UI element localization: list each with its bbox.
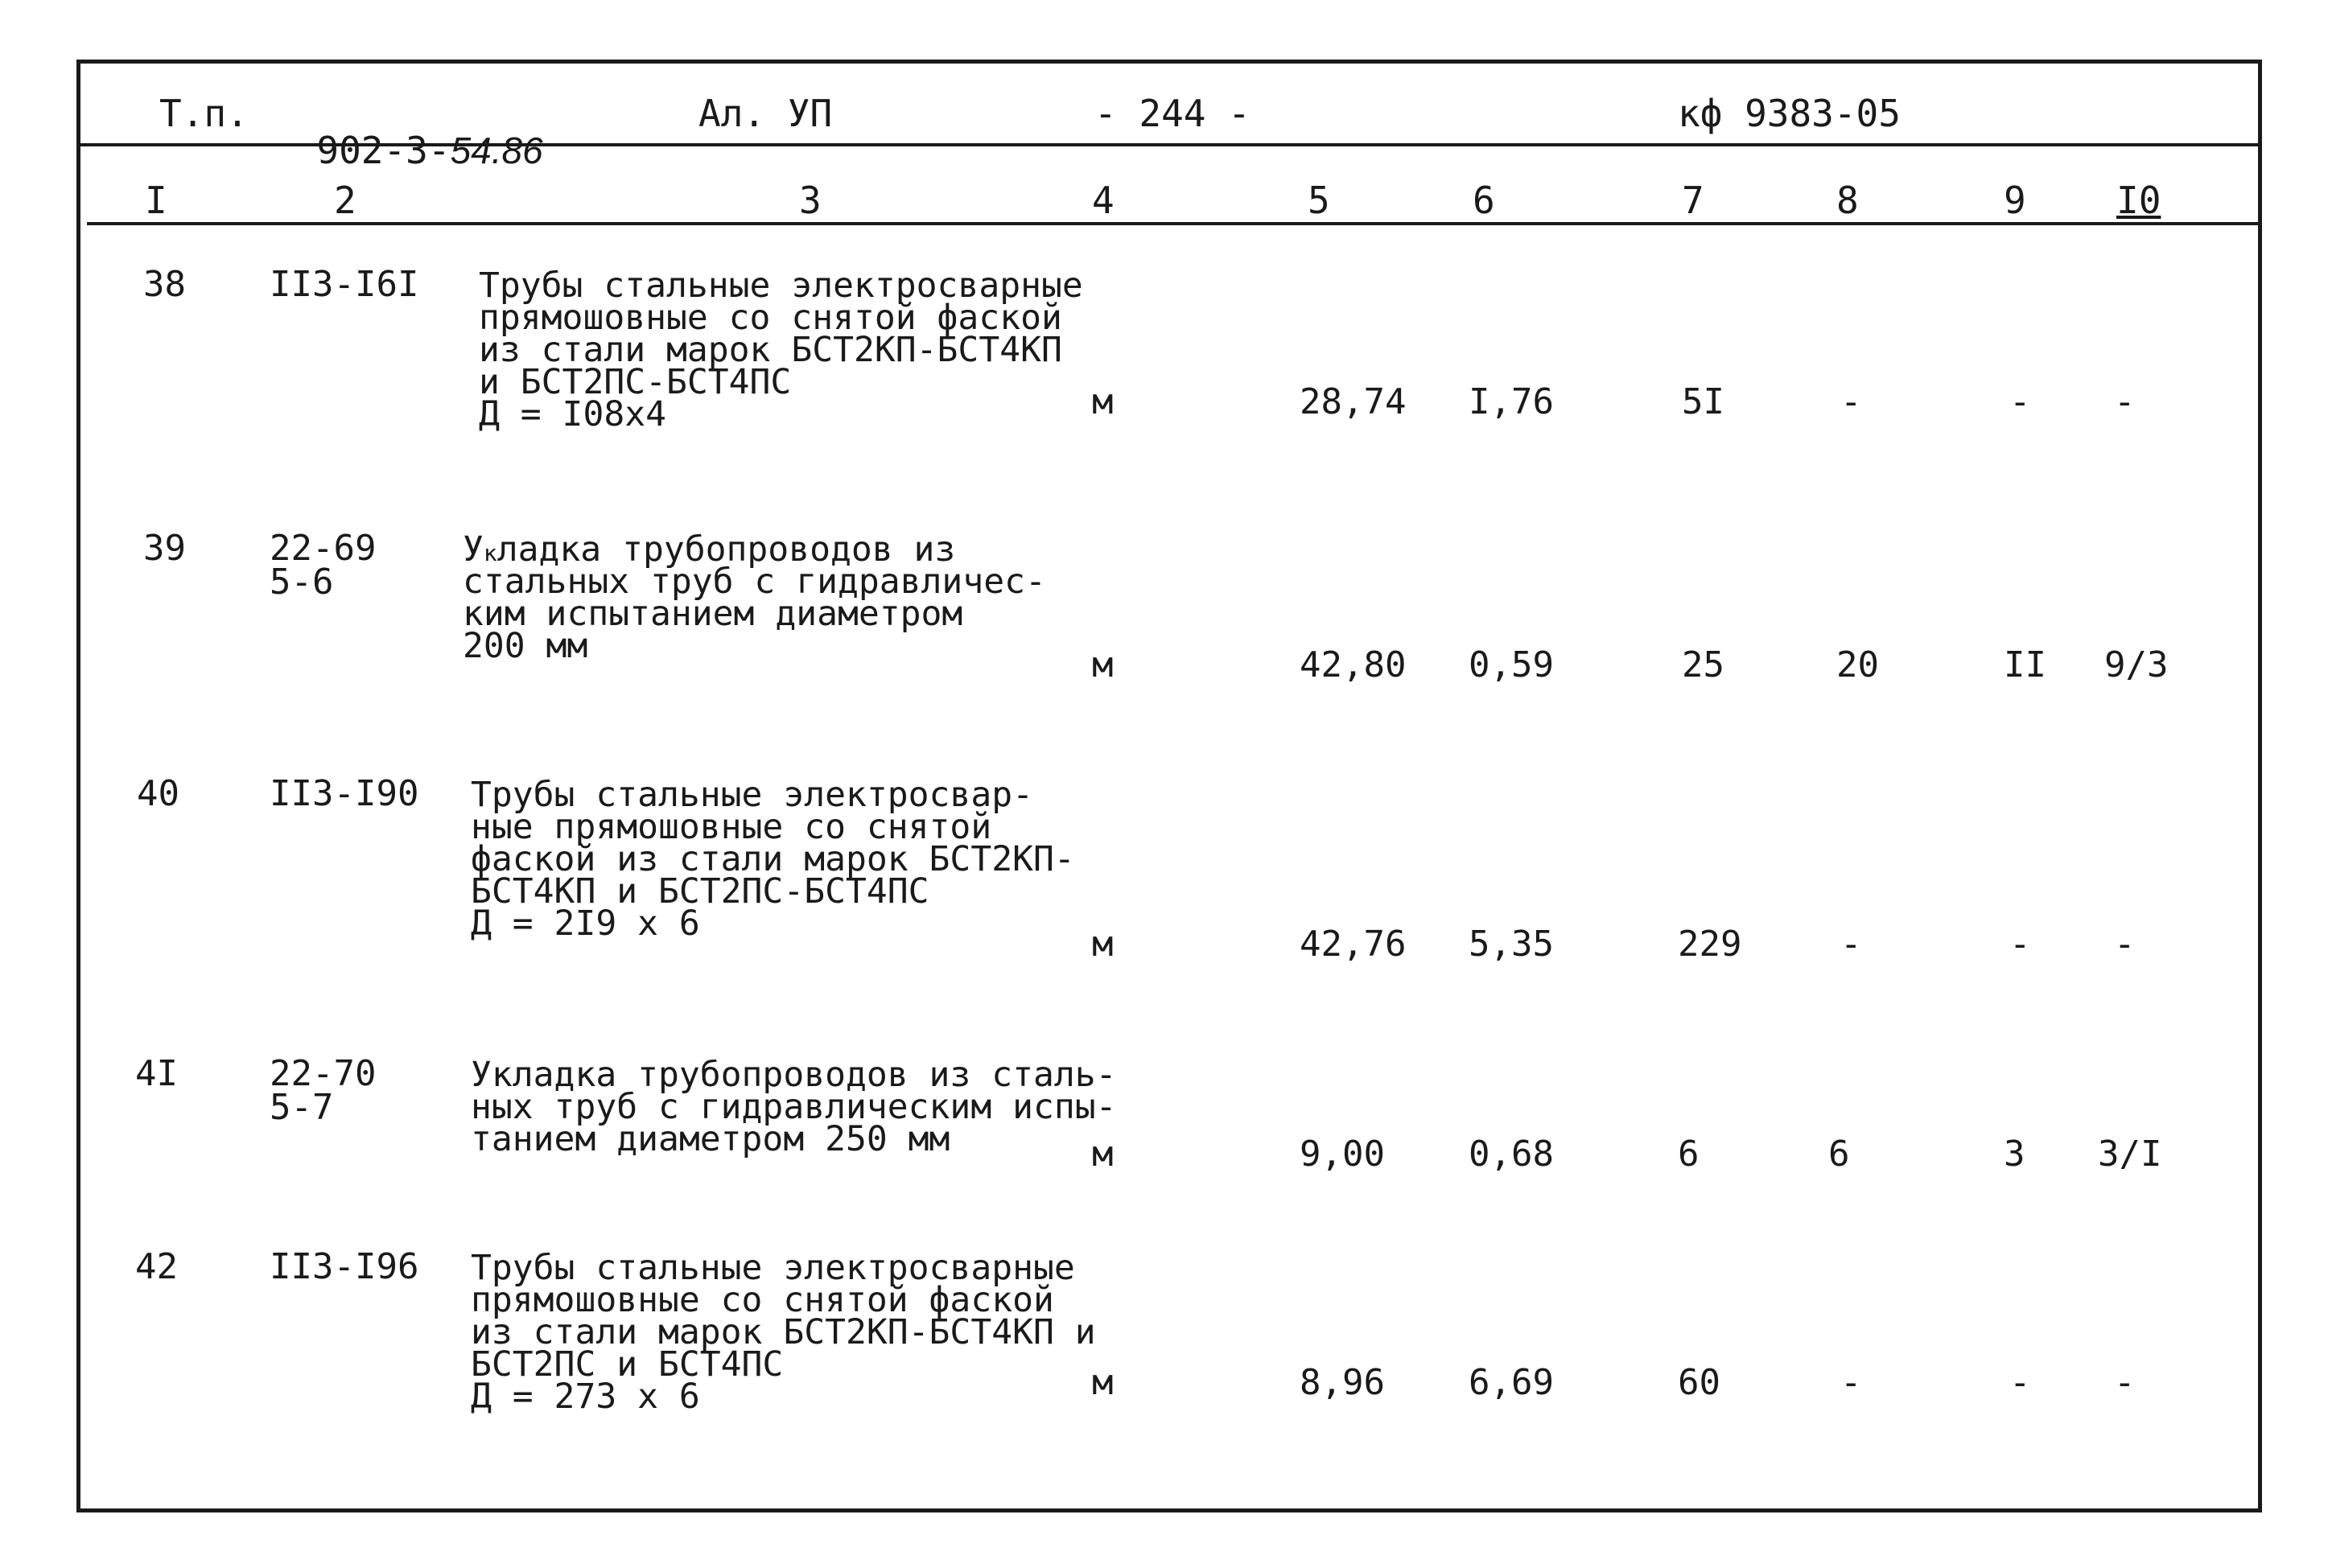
row-col5: 42,76 [1300,924,1407,965]
desc-prefix: У [463,529,484,570]
row-col6: 5,35 [1469,924,1554,965]
row-unit: м [1092,644,1114,685]
document-code: кф 9383-05 [1678,92,1901,135]
row-col7: 5I [1682,381,1724,422]
row-col5: 8,96 [1300,1362,1385,1403]
row-description: Трубы стальные электросварные прямошовные со снятой фаской из стали марок БСТ2КП-БСТ4КП и БСТ2ПС-БСТ4ПС Д = I08х4 [479,265,1083,434]
row-col5: 42,80 [1300,644,1407,685]
row-unit: м [1092,381,1114,422]
row-number: 4I [135,1053,178,1094]
page-number: - 244 - [1094,92,1251,135]
row-col8: 20 [1836,644,1879,685]
tp-number-printed: 902-3- [316,129,451,172]
row-code-line2: 5-6 [270,562,334,603]
album-label: Ал. УП [698,92,833,135]
row-col6: 0,59 [1469,644,1554,685]
tp-label: Т.п. [159,92,249,135]
desc-first-rest: ладка трубопроводов из [497,529,956,570]
tp-number-handwritten: 54.86 [450,130,543,171]
row-col9: - [2009,381,2031,422]
row-code: II3-I96 [270,1246,419,1287]
row-col9: 3 [2004,1134,2025,1175]
row-description: Укладка трубопроводов из сталь- ных труб с гидравлическим испы- танием диаметром 250 мм [471,1055,1117,1159]
row-description: Трубы стальные электросварные прямошовные со снятой фаской из стали марок БСТ2КП-БСТ4КП и БСТ2ПС и БСТ4ПС Д = 273 х 6 [471,1248,1096,1417]
row-number: 42 [135,1246,178,1287]
row-description: стальных труб с гидравличес- ким испытанием диаметром 200 мм [463,562,1046,666]
row-col9: - [2009,1362,2031,1403]
column-number-10: I0 [2116,179,2161,222]
column-number-7: 7 [1682,179,1704,222]
row-col10: 9/3 [2104,644,2169,685]
row-number: 40 [137,773,179,814]
row-col10: - [2114,381,2136,422]
column-number-5: 5 [1308,179,1330,222]
row-unit: м [1092,924,1114,965]
row-col6: 0,68 [1469,1134,1554,1175]
row-col8: - [1840,924,1862,965]
column-number-2: 2 [334,179,356,222]
column-number-3: 3 [799,179,822,222]
column-number-8: 8 [1836,179,1859,222]
row-col10: 3/I [2098,1134,2162,1175]
row-col7: 60 [1678,1362,1720,1403]
row-code: 22-70 [270,1053,377,1094]
row-col6: I,76 [1469,381,1554,422]
row-col7: 25 [1682,644,1724,685]
row-col10: - [2114,924,2136,965]
row-col9: II [2004,644,2046,685]
row-code: II3-I6I [270,264,419,305]
row-col10: - [2114,1362,2136,1403]
row-unit: м [1092,1134,1114,1175]
column-number-1: I [145,179,167,222]
row-col6: 6,69 [1469,1362,1554,1403]
row-description: Трубы стальные электросвар- ные прямошовные со снятой фаской из стали марок БСТ2КП- БСТ4КП и БСТ2ПС-БСТ4ПС Д = 2I9 х 6 [471,775,1075,944]
tp-number [272,95,543,172]
row-col7: 6 [1678,1134,1700,1175]
row-number: 39 [143,528,186,569]
row-code: II3-I90 [270,773,419,814]
row-col8: - [1840,1362,1862,1403]
row-col5: 9,00 [1300,1134,1385,1175]
row-unit: м [1092,1362,1114,1403]
row-code: 22-69 [270,528,377,569]
column-number-6: 6 [1473,179,1495,222]
row-col7: 229 [1678,924,1742,965]
column-header-divider [87,222,2258,225]
desc-subscript: к [483,540,497,566]
row-number: 38 [143,264,186,305]
row-col8: 6 [1828,1134,1850,1175]
row-col8: - [1840,381,1862,422]
row-code-line2: 5-7 [270,1087,334,1128]
row-col9: - [2009,924,2031,965]
row-col5: 28,74 [1300,381,1407,422]
column-number-9: 9 [2004,179,2026,222]
column-number-4: 4 [1092,179,1115,222]
